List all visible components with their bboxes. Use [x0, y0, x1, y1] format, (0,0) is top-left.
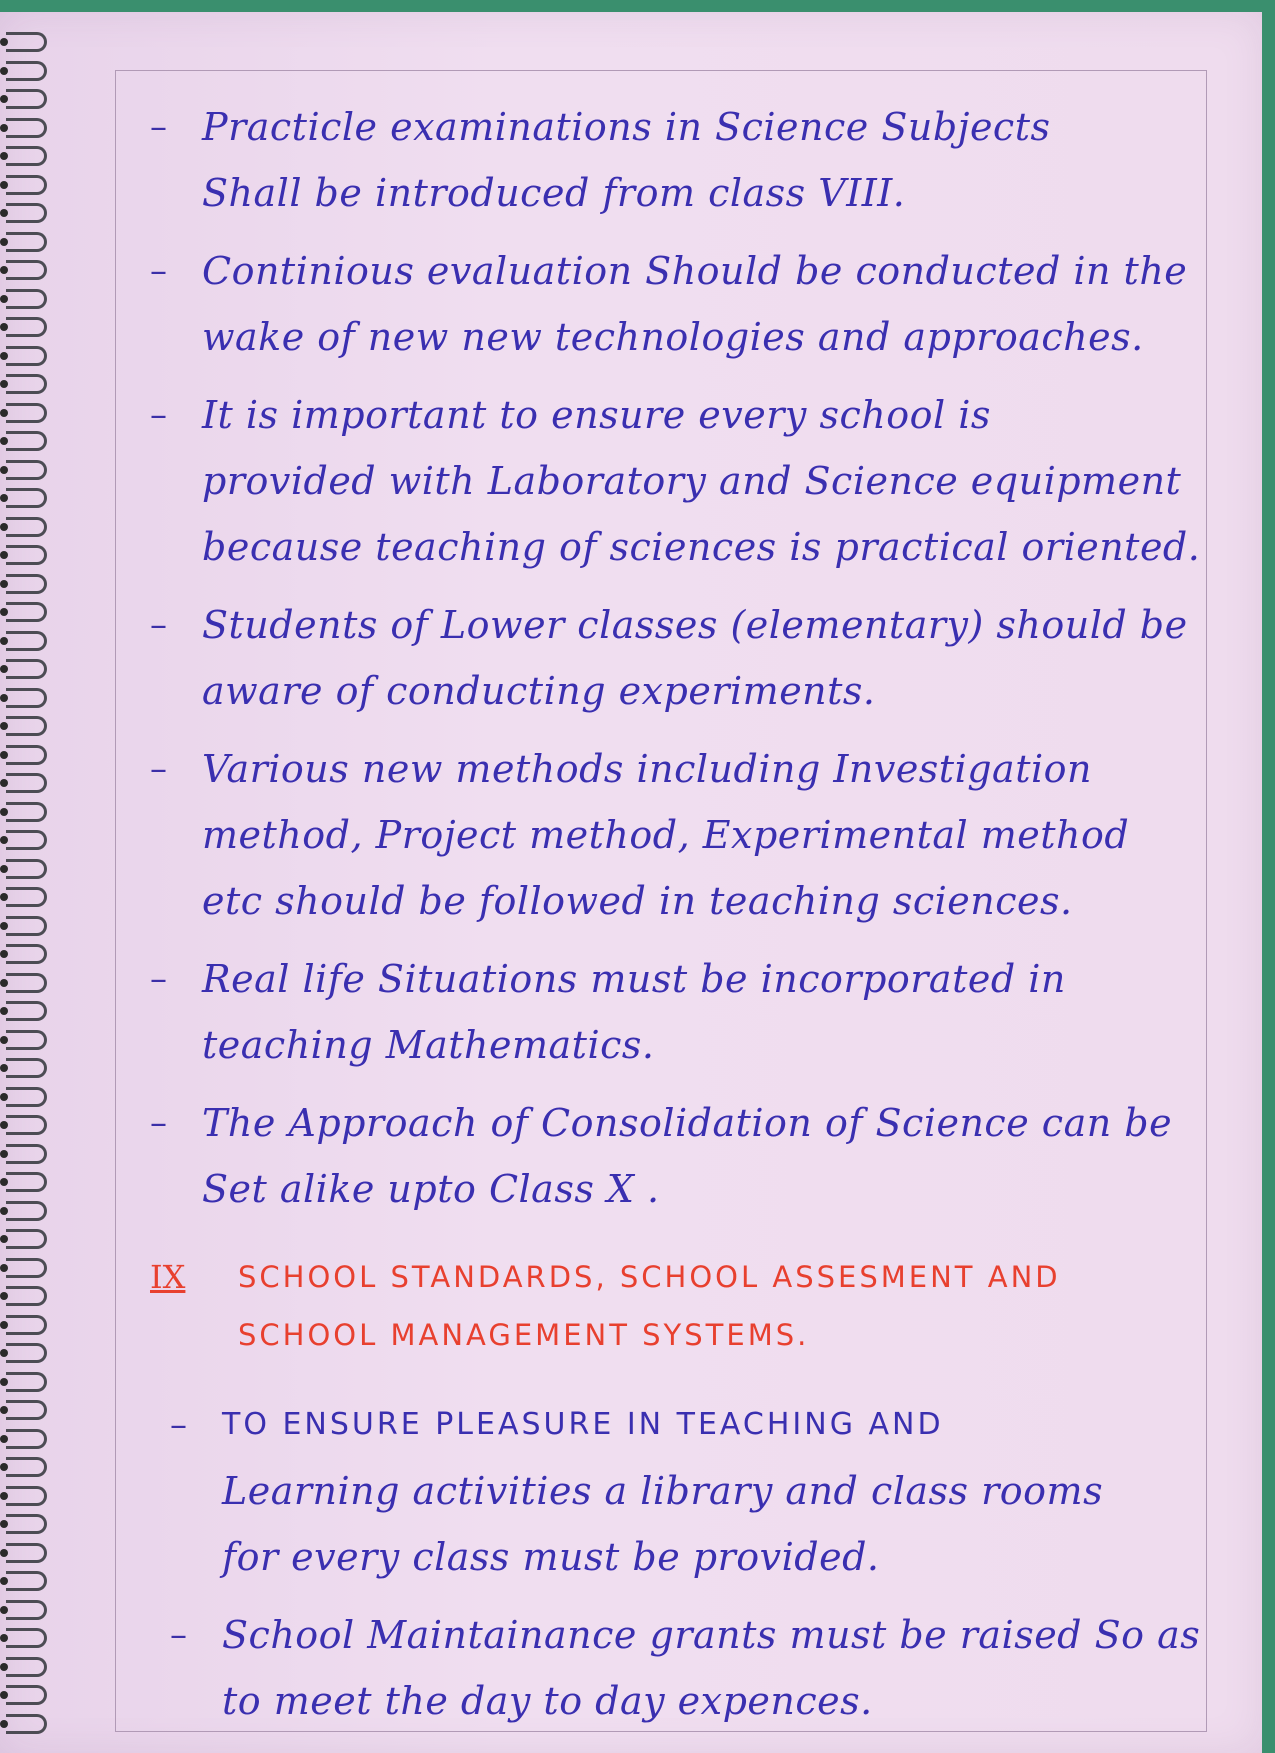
- binding-ring: [6, 1514, 47, 1534]
- binding-ring: [6, 203, 47, 223]
- binding-ring: [6, 1087, 47, 1107]
- binding-ring: [6, 1600, 47, 1620]
- binding-ring: [6, 1571, 47, 1591]
- text-line: Shall be introduced from class VIII.: [202, 171, 906, 215]
- text-line: Continious evaluation Should be conducted in the: [202, 249, 1188, 293]
- binding-ring: [6, 1543, 47, 1563]
- text-line: TO ENSURE PLEASURE IN TEACHING AND: [222, 1407, 944, 1442]
- text-line: for every class must be provided.: [222, 1535, 880, 1579]
- text-line: Practicle examinations in Science Subjects: [202, 105, 1051, 149]
- binding-ring: [6, 1258, 47, 1278]
- bullet-item: [150, 94, 1210, 226]
- binding-ring: [6, 631, 47, 651]
- binding-ring: [6, 431, 47, 451]
- text-line: to meet the day to day expences.: [222, 1679, 873, 1723]
- binding-ring: [6, 1429, 47, 1449]
- text-line: method, Project method, Experimental method: [202, 813, 1130, 857]
- dash-marker: –: [150, 251, 167, 291]
- binding-ring: [6, 1115, 47, 1135]
- section-title-line: SCHOOL STANDARDS, SCHOOL ASSESMENT AND: [238, 1260, 1061, 1294]
- section-numeral: IX: [150, 1258, 186, 1296]
- binding-ring: [6, 1628, 47, 1648]
- binding-ring: [6, 89, 47, 109]
- binding-ring: [6, 659, 47, 679]
- binding-ring: [6, 1172, 47, 1192]
- bullet-item: [150, 946, 1210, 1078]
- binding-ring: [6, 1058, 47, 1078]
- bullet-item: [150, 382, 1210, 580]
- dash-marker: –: [170, 1405, 187, 1445]
- binding-ring: [6, 232, 47, 252]
- dash-marker: –: [150, 605, 167, 645]
- binding-ring: [6, 1457, 47, 1477]
- binding-ring: [6, 32, 47, 52]
- dash-marker: –: [150, 107, 167, 147]
- binding-ring: [6, 887, 47, 907]
- text-line: The Approach of Consolidation of Science can be: [202, 1101, 1173, 1145]
- binding-ring: [6, 118, 47, 138]
- text-line: Learning activities a library and class rooms: [222, 1469, 1104, 1513]
- binding-ring: [6, 260, 47, 280]
- binding-ring: [6, 1714, 47, 1734]
- bullet-item: [170, 1602, 1210, 1734]
- binding-ring: [6, 1400, 47, 1420]
- dash-marker: –: [150, 959, 167, 999]
- binding-ring: [6, 317, 47, 337]
- binding-ring: [6, 716, 47, 736]
- text-line: wake of new new technologies and approaches.: [202, 315, 1144, 359]
- text-line: because teaching of sciences is practical oriented.: [202, 525, 1201, 569]
- binding-ring: [6, 1372, 47, 1392]
- bullet-item: [150, 592, 1210, 724]
- bullet-item: [150, 1090, 1210, 1222]
- binding-ring: [6, 1229, 47, 1249]
- binding-ring: [6, 517, 47, 537]
- binding-ring: [6, 460, 47, 480]
- text-line: Various new methods including Investigation: [202, 747, 1092, 791]
- binding-ring: [6, 916, 47, 936]
- binding-ring: [6, 289, 47, 309]
- text-line: aware of conducting experiments.: [202, 669, 876, 713]
- binding-ring: [6, 688, 47, 708]
- binding-ring: [6, 973, 47, 993]
- binding-ring: [6, 1315, 47, 1335]
- binding-ring: [6, 773, 47, 793]
- binding-ring: [6, 146, 47, 166]
- dash-marker: –: [150, 395, 167, 435]
- binding-ring: [6, 1486, 47, 1506]
- binding-ring: [6, 859, 47, 879]
- bullet-item: [150, 736, 1210, 934]
- binding-ring: [6, 1201, 47, 1221]
- text-line: etc should be followed in teaching sciences.: [202, 879, 1073, 923]
- binding-ring: [6, 1144, 47, 1164]
- binding-ring: [6, 602, 47, 622]
- section-title-line: SCHOOL MANAGEMENT SYSTEMS.: [238, 1318, 810, 1352]
- text-line: teaching Mathematics.: [202, 1023, 655, 1067]
- spiral-binding: [0, 32, 48, 1747]
- binding-ring: [6, 830, 47, 850]
- text-line: It is important to ensure every school is: [202, 393, 991, 437]
- section-heading: [150, 1248, 1210, 1364]
- bullet-item: [150, 238, 1210, 370]
- binding-ring: [6, 1286, 47, 1306]
- notebook-page: [0, 12, 1262, 1753]
- text-line: Students of Lower classes (elementary) should be: [202, 603, 1188, 647]
- text-line: provided with Laboratory and Science equipment: [202, 459, 1182, 503]
- bullet-item: [170, 1392, 1210, 1590]
- dash-marker: –: [150, 1103, 167, 1143]
- binding-ring: [6, 545, 47, 565]
- binding-ring: [6, 1030, 47, 1050]
- binding-ring: [6, 1001, 47, 1021]
- binding-ring: [6, 1685, 47, 1705]
- dash-marker: –: [170, 1615, 187, 1655]
- handwritten-notes: [150, 94, 1210, 1746]
- binding-ring: [6, 1343, 47, 1363]
- binding-ring: [6, 61, 47, 81]
- binding-ring: [6, 488, 47, 508]
- binding-ring: [6, 346, 47, 366]
- binding-ring: [6, 802, 47, 822]
- binding-ring: [6, 175, 47, 195]
- binding-ring: [6, 374, 47, 394]
- dash-marker: –: [150, 749, 167, 789]
- text-line: Real life Situations must be incorporated in: [202, 957, 1066, 1001]
- binding-ring: [6, 1657, 47, 1677]
- binding-ring: [6, 944, 47, 964]
- binding-ring: [6, 403, 47, 423]
- binding-ring: [6, 745, 47, 765]
- binding-ring: [6, 574, 47, 594]
- text-line: Set alike upto Class X .: [202, 1167, 660, 1211]
- text-line: School Maintainance grants must be raised So as: [222, 1613, 1201, 1657]
